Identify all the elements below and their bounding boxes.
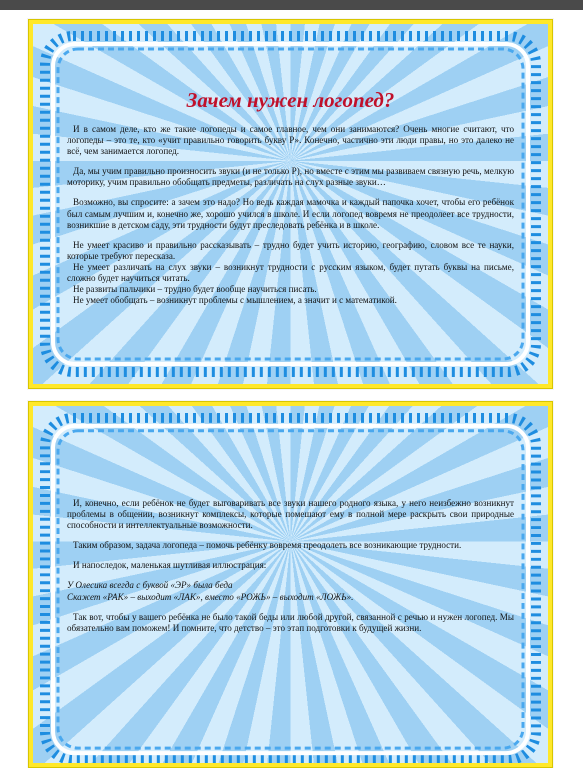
list-item: Не развиты пальчики – трудно будет вообще научиться писать. xyxy=(73,284,317,295)
document-page-1 xyxy=(28,19,553,389)
poem-line: Скажет «РАК» – выходит «ЛАК», вместо «РОЖЬ» – выходит «ЛОЖЬ». xyxy=(67,591,354,602)
paragraph: И в самом деле, кто же такие логопеды и самое главное, чем они занимаются? Очень многие считают, что логопеды – это те, кто «учит правильно говорить букву Р». Конечно, частично эти люди правы, но это далеко не всё, чем занимается логопед. xyxy=(67,124,514,157)
paragraph: Да, мы учим правильно произносить звуки (и не только Р), но вместе с этим мы развиваем связную речь, мелкую моторику, учим правильно обобщать предметы, различать на слух разные звуки… xyxy=(67,166,514,188)
list-item: Не умеет красиво и правильно рассказывать – трудно будет учить историю, географию, словом все те науки, которые требуют пересказа. xyxy=(67,239,514,261)
document-page-2 xyxy=(28,401,553,768)
paragraph: И, конечно, если ребёнок не будет выговаривать все звуки нашего родного языка, у него неизбежно возникнут проблемы в общении, возникнут комплексы, которые помешают ему в полной мере раскрыть свои природные способности и интеллектуальные возможности. xyxy=(67,498,514,531)
page-1-text xyxy=(67,124,514,306)
page-title: Зачем нужен логопед? xyxy=(186,88,395,112)
list-item: Не умеет различать на слух звуки – возникнут трудности с русским языком, будет путать буквы на письме, сложно будет научиться читать. xyxy=(67,261,514,284)
page-2-background xyxy=(33,406,548,763)
paragraph: Так вот, чтобы у вашего ребёнка не было такой беды или любой другой, связанной с речью и нужен логопед. Мы обязательно вам поможем! И помните, что детство – это этап подготовки к будущей жизни. xyxy=(67,611,514,633)
list-item: Не умеет обобщать – возникнут проблемы с мышлением, а значит и с математикой. xyxy=(73,295,397,306)
window-top-bar xyxy=(0,0,583,10)
poem-line: У Олесика всегда с буквой «ЭР» была беда xyxy=(67,580,233,591)
paragraph: И напоследок, маленькая шутливая иллюстрация: xyxy=(73,560,267,571)
page-2-text xyxy=(67,498,514,634)
paragraph: Возможно, вы спросите: а зачем это надо? Но ведь каждая мамочка и каждый папочка хочет, чтобы его ребёнок был самым лучшим и, конечно же, хорошо учился в школе. И если логопед вовремя не преодолеет все трудности, возникшие в детском саду, эти трудности будут преследовать ребёнка и в школе. xyxy=(67,197,514,230)
paragraph: Таким образом, задача логопеда – помочь ребёнку вовремя преодолеть все возникающие трудности. xyxy=(73,540,462,551)
page-1-background xyxy=(33,24,548,384)
